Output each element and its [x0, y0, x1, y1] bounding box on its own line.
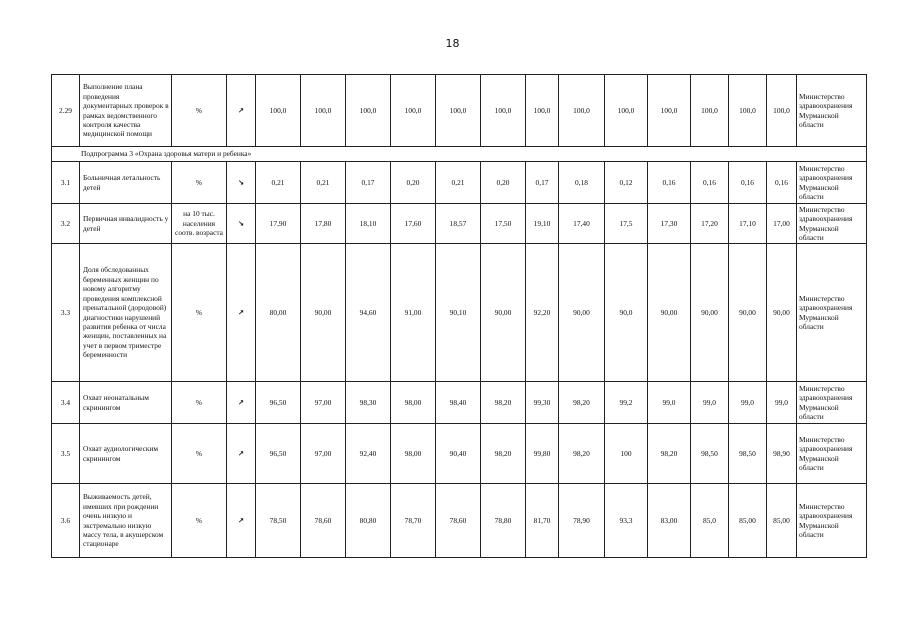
responsible-cell: Министерство здравоохранения Мурманской области: [797, 382, 867, 424]
value-cell: 92,20: [526, 244, 559, 382]
table-row: [52, 424, 867, 484]
value-cell: 100,0: [481, 75, 526, 147]
table-row: [52, 204, 867, 244]
value-cell: 98,90: [767, 424, 797, 484]
responsible-cell: Министерство здравоохранения Мурманской области: [797, 75, 867, 147]
value-cell: 0,12: [605, 162, 648, 204]
subprogram-row: [52, 147, 867, 162]
indicator-name: Выживаемость детей, имевших при рождении очень низкую и экстремально низкую массу тела, в акушерском стационаре: [80, 484, 172, 558]
value-cell: 96,50: [256, 382, 301, 424]
row-id: 3.3: [52, 244, 80, 382]
value-cell: 17,00: [767, 204, 797, 244]
value-cell: 78,50: [256, 484, 301, 558]
value-cell: 85,00: [729, 484, 767, 558]
value-cell: 78,90: [559, 484, 605, 558]
trend-arrow-icon: ↘: [227, 204, 256, 244]
value-cell: 99,0: [729, 382, 767, 424]
value-cell: 100: [605, 424, 648, 484]
value-cell: 80,80: [346, 484, 391, 558]
value-cell: 90,00: [559, 244, 605, 382]
value-cell: 19,10: [526, 204, 559, 244]
indicator-name: Охват аудиологическим скринингом: [80, 424, 172, 484]
value-cell: 78,60: [301, 484, 346, 558]
value-cell: 98,20: [481, 382, 526, 424]
value-cell: 100,0: [526, 75, 559, 147]
value-cell: 99,0: [767, 382, 797, 424]
value-cell: 98,00: [391, 424, 436, 484]
table-row: [52, 75, 867, 147]
indicator-name: Больничная летальность детей: [80, 162, 172, 204]
table-row: [52, 382, 867, 424]
indicator-name: Выполнение плана проведения документарных проверок в рамках ведомственного контроля качества медицинской помощи: [80, 75, 172, 147]
value-cell: 0,20: [391, 162, 436, 204]
trend-arrow-icon: ↗: [227, 424, 256, 484]
value-cell: 100,0: [256, 75, 301, 147]
unit-cell: на 10 тыс. населения соотв. возраста: [172, 204, 227, 244]
unit-cell: %: [172, 424, 227, 484]
value-cell: 17,50: [481, 204, 526, 244]
value-cell: 90,00: [648, 244, 691, 382]
value-cell: 18,10: [346, 204, 391, 244]
value-cell: 100,0: [767, 75, 797, 147]
value-cell: 100,0: [301, 75, 346, 147]
value-cell: 0,21: [301, 162, 346, 204]
row-id: 3.4: [52, 382, 80, 424]
table-row: [52, 244, 867, 382]
trend-arrow-icon: ↗: [227, 484, 256, 558]
value-cell: 99,30: [526, 382, 559, 424]
value-cell: 99,80: [526, 424, 559, 484]
value-cell: 0,17: [346, 162, 391, 204]
value-cell: 90,10: [436, 244, 481, 382]
value-cell: 0,16: [767, 162, 797, 204]
responsible-cell: Министерство здравоохранения Мурманской области: [797, 484, 867, 558]
value-cell: 0,21: [436, 162, 481, 204]
value-cell: 98,20: [559, 382, 605, 424]
trend-arrow-icon: ↗: [227, 244, 256, 382]
value-cell: 100,0: [346, 75, 391, 147]
value-cell: 0,16: [729, 162, 767, 204]
indicators-table: [51, 74, 867, 558]
responsible-cell: Министерство здравоохранения Мурманской области: [797, 162, 867, 204]
value-cell: 98,20: [648, 424, 691, 484]
value-cell: 0,18: [559, 162, 605, 204]
table-body-after: [52, 162, 867, 558]
value-cell: 99,0: [691, 382, 729, 424]
trend-arrow-icon: ↘: [227, 162, 256, 204]
value-cell: 98,20: [559, 424, 605, 484]
value-cell: 78,80: [481, 484, 526, 558]
value-cell: 99,2: [605, 382, 648, 424]
trend-arrow-icon: ↗: [227, 382, 256, 424]
row-id: 3.5: [52, 424, 80, 484]
value-cell: 90,00: [767, 244, 797, 382]
value-cell: 91,00: [391, 244, 436, 382]
value-cell: 80,00: [256, 244, 301, 382]
unit-cell: %: [172, 382, 227, 424]
responsible-cell: Министерство здравоохранения Мурманской области: [797, 244, 867, 382]
value-cell: 0,16: [648, 162, 691, 204]
value-cell: 98,20: [481, 424, 526, 484]
value-cell: 17,5: [605, 204, 648, 244]
value-cell: 90,00: [301, 244, 346, 382]
row-id: 3.2: [52, 204, 80, 244]
row-id: 3.1: [52, 162, 80, 204]
value-cell: 17,60: [391, 204, 436, 244]
value-cell: 97,00: [301, 424, 346, 484]
page-number: 18: [445, 37, 460, 50]
trend-arrow-icon: ↗: [227, 75, 256, 147]
value-cell: 83,00: [648, 484, 691, 558]
value-cell: 98,40: [436, 382, 481, 424]
value-cell: 78,60: [436, 484, 481, 558]
value-cell: 0,16: [691, 162, 729, 204]
value-cell: 0,20: [481, 162, 526, 204]
value-cell: 97,00: [301, 382, 346, 424]
table-row: [52, 162, 867, 204]
value-cell: 90,00: [691, 244, 729, 382]
unit-cell: %: [172, 162, 227, 204]
value-cell: 17,30: [648, 204, 691, 244]
value-cell: 78,70: [391, 484, 436, 558]
indicator-name: Охват неонатальным скринингом: [80, 382, 172, 424]
value-cell: 18,57: [436, 204, 481, 244]
value-cell: 17,10: [729, 204, 767, 244]
value-cell: 17,40: [559, 204, 605, 244]
value-cell: 100,0: [391, 75, 436, 147]
value-cell: 100,0: [729, 75, 767, 147]
value-cell: 17,80: [301, 204, 346, 244]
value-cell: 0,17: [526, 162, 559, 204]
value-cell: 98,30: [346, 382, 391, 424]
subprogram-title: Подпрограмма 3 «Охрана здоровья матери и ребенка»: [52, 147, 867, 162]
unit-cell: %: [172, 484, 227, 558]
value-cell: 93,3: [605, 484, 648, 558]
value-cell: 81,70: [526, 484, 559, 558]
responsible-cell: Министерство здравоохранения Мурманской области: [797, 424, 867, 484]
indicator-name: Первичная инвалидность у детей: [80, 204, 172, 244]
indicator-name: Доля обследованных беременных женщин по новому алгоритму проведения комплексной пренатальной (дородовой) диагностики нарушений развития ребенка от числа женщин, поставленных на учет в первом триместре беременности: [80, 244, 172, 382]
value-cell: 98,00: [391, 382, 436, 424]
value-cell: 100,0: [691, 75, 729, 147]
responsible-cell: Министерство здравоохранения Мурманской области: [797, 204, 867, 244]
value-cell: 99,0: [648, 382, 691, 424]
value-cell: 85,0: [691, 484, 729, 558]
value-cell: 90,00: [481, 244, 526, 382]
unit-cell: %: [172, 75, 227, 147]
value-cell: 0,21: [256, 162, 301, 204]
value-cell: 90,0: [605, 244, 648, 382]
value-cell: 17,20: [691, 204, 729, 244]
unit-cell: %: [172, 244, 227, 382]
value-cell: 90,40: [436, 424, 481, 484]
value-cell: 100,0: [559, 75, 605, 147]
value-cell: 100,0: [436, 75, 481, 147]
value-cell: 100,0: [648, 75, 691, 147]
subprogram-section: [52, 147, 867, 162]
value-cell: 17,90: [256, 204, 301, 244]
row-id: 2.29: [52, 75, 80, 147]
table-body-before: [52, 75, 867, 147]
value-cell: 100,0: [605, 75, 648, 147]
value-cell: 96,50: [256, 424, 301, 484]
value-cell: 92,40: [346, 424, 391, 484]
row-id: 3.6: [52, 484, 80, 558]
value-cell: 98,50: [729, 424, 767, 484]
value-cell: 90,00: [729, 244, 767, 382]
value-cell: 94,60: [346, 244, 391, 382]
value-cell: 85,00: [767, 484, 797, 558]
table-row: [52, 484, 867, 558]
value-cell: 98,50: [691, 424, 729, 484]
